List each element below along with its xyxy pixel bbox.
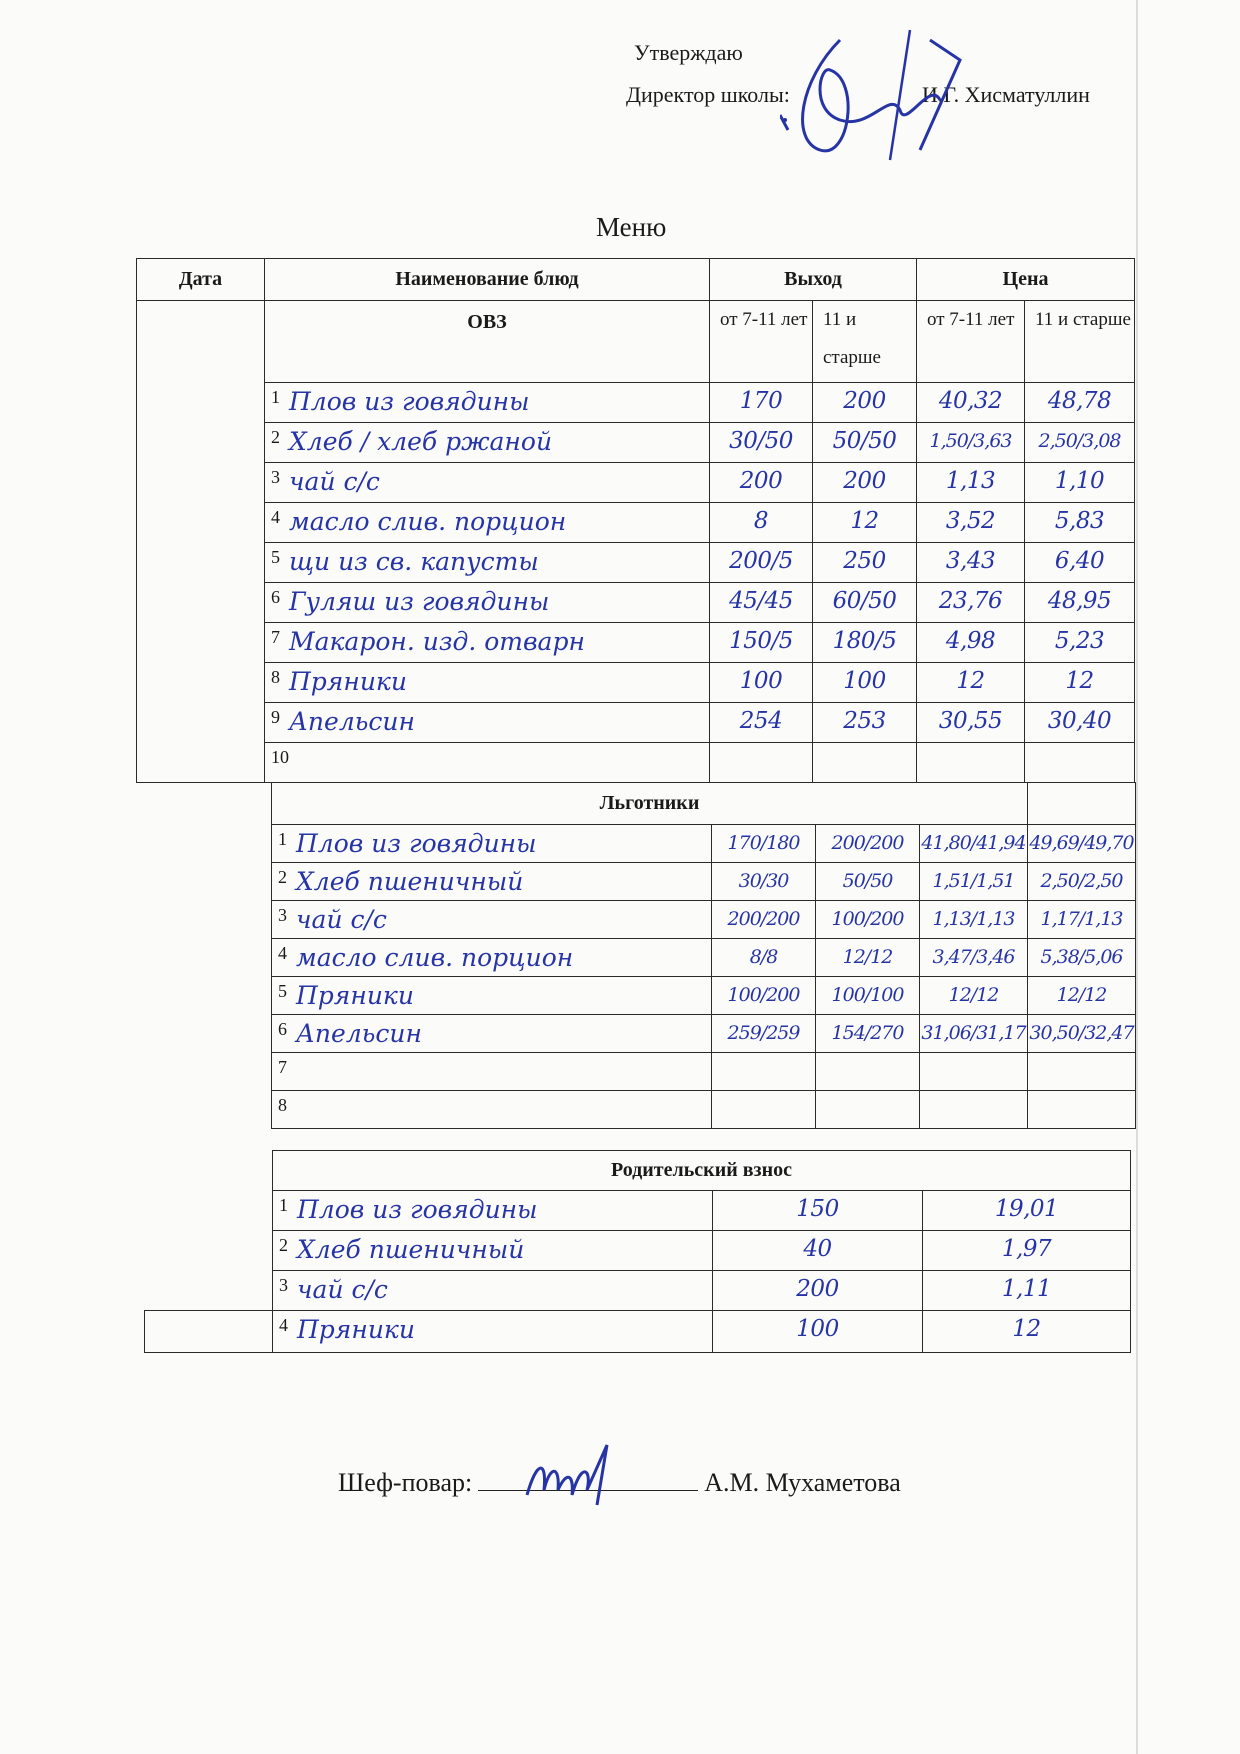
col-date-header: Дата	[137, 259, 265, 301]
output-11-plus: 100/100	[831, 984, 904, 1006]
col-dish-header: Наименование блюд	[265, 259, 710, 301]
page-title: Меню	[596, 212, 667, 242]
output-11-plus: 100/200	[831, 908, 904, 930]
table-row	[137, 503, 1135, 543]
row-number: 5	[278, 981, 287, 1001]
price-7-11: 23,76	[938, 588, 1003, 614]
output-11-plus: 50/50	[832, 428, 897, 454]
dish-name: Макарон. изд. отварн	[289, 627, 585, 656]
output-7-11: 200/5	[729, 548, 793, 574]
output-7-11: 8	[753, 508, 769, 534]
table-row	[137, 463, 1135, 503]
dish-name: чай с/с	[297, 1275, 388, 1304]
sub-output-7-11: от 7-11 лет	[710, 301, 813, 383]
output-11-plus: 154/270	[831, 1022, 904, 1044]
table-row	[272, 1053, 1136, 1091]
price: 19,01	[994, 1196, 1059, 1222]
menu-table	[136, 258, 1135, 783]
dish-cell	[265, 463, 710, 503]
chef-signature	[522, 1440, 632, 1510]
output-7-11: 30/30	[738, 870, 789, 892]
table-row	[272, 901, 1136, 939]
row-number: 3	[278, 905, 287, 925]
price: 1,97	[1001, 1236, 1052, 1262]
table-row	[137, 663, 1135, 703]
price-7-11: 40,32	[938, 388, 1003, 414]
row-number: 7	[271, 627, 280, 647]
dish-name: Плов из говядины	[297, 1195, 538, 1224]
price-11-plus: 1,17/1,13	[1040, 908, 1123, 930]
table-row	[137, 383, 1135, 423]
table-row	[137, 703, 1135, 743]
dish-name: щи из св. капусты	[289, 547, 539, 576]
price-7-11: 4,98	[945, 628, 996, 654]
dish-name: Апельсин	[289, 707, 415, 736]
row-number: 2	[279, 1235, 288, 1255]
table-row	[137, 743, 1135, 783]
sub-output-11-plus: 11 и старше	[813, 301, 917, 383]
output: 40	[803, 1236, 832, 1262]
price: 12	[1012, 1316, 1041, 1342]
dish-name	[265, 743, 709, 745]
row-number: 4	[271, 507, 280, 527]
output-11-plus: 100	[843, 668, 886, 694]
price-11-plus: 12/12	[1056, 984, 1107, 1006]
price-11-plus: 5,23	[1054, 628, 1105, 654]
director-signature	[780, 20, 1030, 170]
row-number: 1	[278, 829, 287, 849]
parent-fee-table	[144, 1150, 1131, 1353]
dish-cell	[265, 503, 710, 543]
section-ovz-title: ОВЗ	[265, 301, 710, 383]
table-row	[272, 939, 1136, 977]
dish-cell	[265, 623, 710, 663]
price-7-11: 1,13	[945, 468, 996, 494]
dish-name: Хлеб пшеничный	[296, 867, 524, 896]
section-lgot-title: Льготники	[272, 783, 1028, 825]
row-number: 1	[271, 387, 280, 407]
table-row	[272, 977, 1136, 1015]
table-row	[137, 583, 1135, 623]
price-7-11: 30,55	[938, 708, 1003, 734]
dish-name: чай с/с	[289, 467, 380, 496]
row-number: 8	[271, 667, 280, 687]
output-7-11: 45/45	[729, 588, 793, 614]
row-number: 4	[278, 943, 287, 963]
table-row	[272, 863, 1136, 901]
output-7-11: 100/200	[727, 984, 800, 1006]
price-7-11: 1,50/3,63	[929, 430, 1012, 452]
dish-name: Пряники	[297, 1315, 415, 1344]
col-output-header: Выход	[710, 259, 917, 301]
price-11-plus: 30,40	[1047, 708, 1112, 734]
output-7-11: 170	[739, 388, 783, 414]
row-number: 2	[271, 427, 280, 447]
dish-cell	[265, 703, 710, 743]
price-11-plus: 2,50/3,08	[1038, 430, 1121, 452]
row-number: 9	[271, 707, 280, 727]
director-name: И.Г. Хисматуллин	[922, 82, 1090, 107]
output-7-11: 254	[739, 708, 783, 734]
price: 1,11	[1001, 1276, 1052, 1302]
row-number: 5	[271, 547, 280, 567]
price-11-plus: 5,38/5,06	[1040, 946, 1123, 968]
price-7-11: 3,43	[945, 548, 996, 574]
price-11-plus: 5,83	[1054, 508, 1105, 534]
row-number: 6	[271, 587, 280, 607]
price-11-plus: 48,78	[1047, 388, 1112, 414]
output-11-plus: 12	[850, 508, 879, 534]
dish-cell	[265, 423, 710, 463]
section-parent-title: Родительский взнос	[273, 1151, 1131, 1191]
price-11-plus: 2,50/2,50	[1040, 870, 1123, 892]
output: 100	[796, 1316, 839, 1342]
dish-name: Гуляш из говядины	[289, 587, 550, 616]
output-7-11: 259/259	[727, 1022, 800, 1044]
row-number: 6	[278, 1019, 287, 1039]
output-11-plus: 200/200	[831, 832, 904, 854]
dish-name: Пряники	[289, 667, 407, 696]
price-11-plus: 48,95	[1047, 588, 1112, 614]
table-row	[145, 1271, 1131, 1311]
price-11-plus: 12	[1065, 668, 1094, 694]
approve-label: Утверждаю	[634, 40, 743, 65]
dish-name: Апельсин	[296, 1019, 422, 1048]
output-11-plus: 200	[843, 468, 886, 494]
output-7-11: 200/200	[727, 908, 800, 930]
chef-label: Шеф-повар:	[338, 1468, 473, 1497]
price-11-plus: 1,10	[1054, 468, 1105, 494]
price-7-11: 31,06/31,17	[921, 1022, 1026, 1044]
sub-price-7-11: от 7-11 лет	[917, 301, 1025, 383]
output-11-plus: 253	[843, 708, 886, 734]
dish-cell	[265, 543, 710, 583]
dish-name	[272, 1053, 711, 1055]
beneficiaries-table	[271, 782, 1136, 1129]
output-7-11: 30/50	[729, 428, 793, 454]
director-line	[626, 82, 1090, 108]
table-row	[145, 1191, 1131, 1231]
dish-name: Пряники	[296, 981, 414, 1010]
chef-name: А.М. Мухаметова	[704, 1468, 901, 1497]
dish-name: масло слив. порцион	[289, 507, 567, 536]
dish-cell	[265, 663, 710, 703]
sub-price-11-plus: 11 и старше	[1025, 301, 1135, 383]
price-7-11: 12/12	[948, 984, 999, 1006]
dish-name: Хлеб / хлеб ржаной	[289, 427, 553, 456]
price-11-plus: 6,40	[1054, 548, 1105, 574]
output: 150	[796, 1196, 839, 1222]
dish-name: масло слив. порцион	[296, 943, 574, 972]
row-number: 1	[279, 1195, 288, 1215]
price-7-11: 12	[956, 668, 985, 694]
output-7-11: 170/180	[727, 832, 800, 854]
row-number: 2	[278, 867, 287, 887]
dish-name: Плов из говядины	[296, 829, 537, 858]
page-edge-shadow	[1136, 0, 1138, 1754]
price-7-11: 3,47/3,46	[932, 946, 1015, 968]
row-number: 3	[279, 1275, 288, 1295]
price-7-11: 3,52	[945, 508, 996, 534]
date-cell	[137, 301, 265, 783]
output-7-11: 150/5	[729, 628, 793, 654]
table-row	[145, 1311, 1131, 1353]
output-11-plus: 180/5	[832, 628, 897, 654]
dish-cell	[265, 743, 710, 783]
dish-cell	[265, 383, 710, 423]
price-11-plus: 49,69/49,70	[1029, 832, 1134, 854]
dish-name: чай с/с	[296, 905, 387, 934]
table-row	[272, 1015, 1136, 1053]
row-number: 8	[278, 1095, 287, 1115]
table-row	[145, 1231, 1131, 1271]
output-11-plus: 60/50	[832, 588, 897, 614]
output-7-11: 100	[739, 668, 783, 694]
output-11-plus: 200	[843, 388, 886, 414]
director-label: Директор школы:	[626, 82, 790, 107]
output: 200	[796, 1276, 839, 1302]
output-7-11: 8/8	[749, 946, 778, 968]
price-7-11: 41,80/41,94	[921, 832, 1026, 854]
table-row	[272, 1091, 1136, 1129]
row-number: 4	[279, 1315, 288, 1335]
output-7-11: 200	[739, 468, 783, 494]
table-row	[137, 623, 1135, 663]
dish-name	[272, 1091, 711, 1093]
row-number: 10	[271, 747, 289, 767]
output-11-plus: 12/12	[842, 946, 893, 968]
row-number: 3	[271, 467, 280, 487]
col-price-header: Цена	[917, 259, 1135, 301]
price-7-11: 1,51/1,51	[932, 870, 1015, 892]
row-number: 7	[278, 1057, 287, 1077]
dish-name: Плов из говядины	[289, 387, 530, 416]
price-11-plus: 30,50/32,47	[1029, 1022, 1134, 1044]
output-11-plus: 250	[843, 548, 886, 574]
price-7-11: 1,13/1,13	[932, 908, 1015, 930]
dish-cell	[265, 583, 710, 623]
output-11-plus: 50/50	[842, 870, 893, 892]
table-row	[137, 423, 1135, 463]
table-row	[137, 543, 1135, 583]
table-row	[272, 825, 1136, 863]
dish-name: Хлеб пшеничный	[297, 1235, 525, 1264]
